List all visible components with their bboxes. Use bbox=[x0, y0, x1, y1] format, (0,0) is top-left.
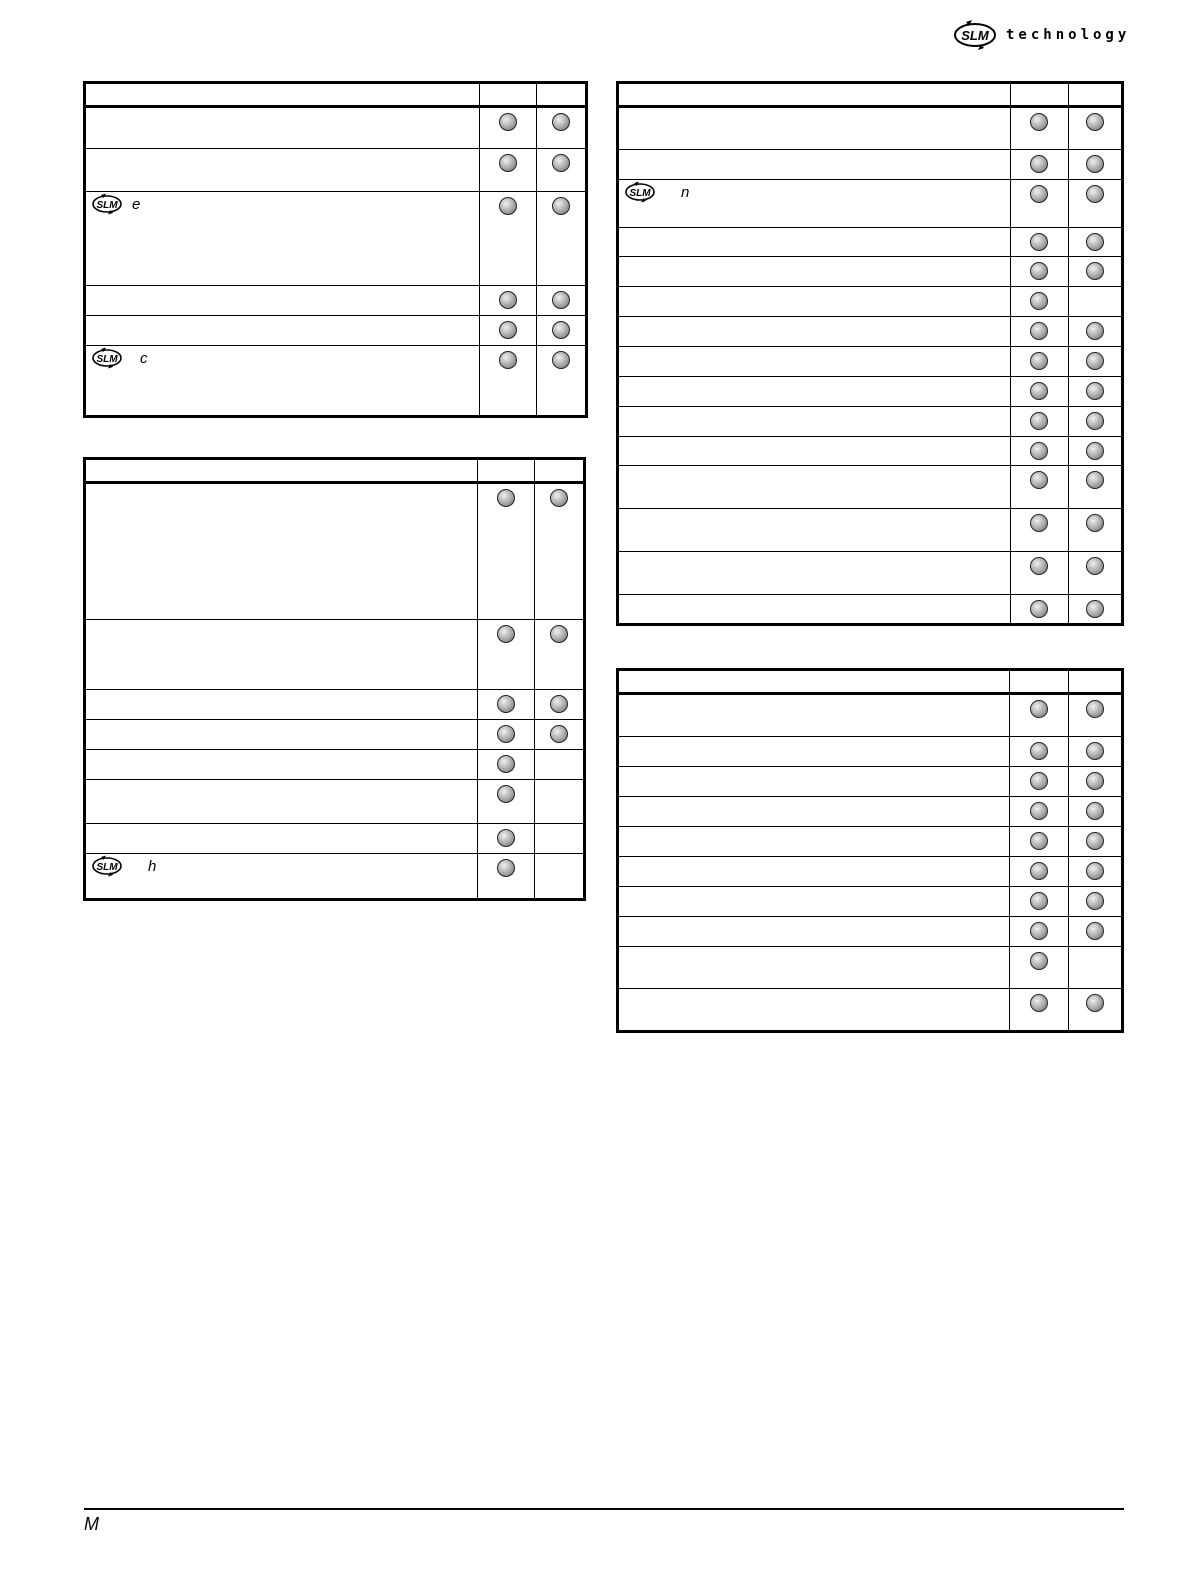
column-1-cell bbox=[1010, 797, 1068, 827]
filled-dot-icon bbox=[1086, 471, 1104, 489]
column-2-cell bbox=[1068, 917, 1122, 947]
slm-logo-icon bbox=[623, 180, 657, 204]
header-cell bbox=[618, 670, 1010, 694]
row-description-cell bbox=[618, 107, 1011, 150]
filled-dot-icon bbox=[1030, 382, 1048, 400]
filled-dot-icon bbox=[1086, 772, 1104, 790]
filled-dot-icon bbox=[1030, 832, 1048, 850]
column-2-cell bbox=[536, 316, 586, 346]
header-cell bbox=[1010, 670, 1068, 694]
header-cell bbox=[85, 459, 478, 483]
table-row bbox=[85, 107, 587, 149]
slm-logo-icon bbox=[90, 192, 124, 216]
table-row bbox=[85, 149, 587, 192]
filled-dot-icon bbox=[1030, 514, 1048, 532]
column-1-cell bbox=[478, 620, 534, 690]
column-2-cell bbox=[534, 854, 584, 900]
header-cell bbox=[478, 459, 534, 483]
filled-dot-icon bbox=[1086, 862, 1104, 880]
row-description-cell bbox=[618, 287, 1011, 317]
filled-dot-icon bbox=[550, 695, 568, 713]
column-1-cell bbox=[480, 192, 536, 286]
svg-text:SLM: SLM bbox=[96, 354, 118, 365]
table-row bbox=[618, 797, 1123, 827]
filled-dot-icon bbox=[1030, 322, 1048, 340]
filled-dot-icon bbox=[552, 321, 570, 339]
feature-table-2 bbox=[83, 457, 586, 901]
column-1-cell bbox=[1011, 377, 1068, 407]
filled-dot-icon bbox=[1086, 892, 1104, 910]
filled-dot-icon bbox=[1030, 471, 1048, 489]
row-description-cell bbox=[618, 317, 1011, 347]
column-1-cell bbox=[478, 854, 534, 900]
filled-dot-icon bbox=[1086, 322, 1104, 340]
column-2-cell bbox=[1068, 347, 1122, 377]
column-1-cell bbox=[1011, 437, 1068, 466]
column-2-cell bbox=[536, 107, 586, 149]
filled-dot-icon bbox=[1086, 155, 1104, 173]
row-description-cell bbox=[85, 690, 478, 720]
table-row bbox=[618, 407, 1123, 437]
header-cell bbox=[1068, 670, 1122, 694]
table-header-row bbox=[618, 670, 1123, 694]
column-2-cell bbox=[534, 824, 584, 854]
table-row bbox=[85, 824, 585, 854]
filled-dot-icon bbox=[1086, 994, 1104, 1012]
table-row bbox=[618, 466, 1123, 509]
column-1-cell bbox=[1010, 737, 1068, 767]
column-2-cell bbox=[1068, 437, 1122, 466]
column-1-cell bbox=[1010, 767, 1068, 797]
filled-dot-icon bbox=[1030, 292, 1048, 310]
column-2-cell bbox=[534, 750, 584, 780]
filled-dot-icon bbox=[1030, 994, 1048, 1012]
row-description-cell bbox=[618, 180, 1011, 228]
row-letter: h bbox=[148, 858, 157, 875]
column-1-cell bbox=[1010, 694, 1068, 737]
filled-dot-icon bbox=[499, 351, 517, 369]
filled-dot-icon bbox=[552, 291, 570, 309]
column-2-cell bbox=[1068, 827, 1122, 857]
svg-text:SLM: SLM bbox=[96, 862, 118, 873]
filled-dot-icon bbox=[1030, 922, 1048, 940]
table-row bbox=[618, 509, 1123, 552]
logo-mark-text: SLM bbox=[961, 28, 989, 43]
column-2-cell bbox=[534, 720, 584, 750]
filled-dot-icon bbox=[497, 725, 515, 743]
filled-dot-icon bbox=[497, 695, 515, 713]
row-description-cell bbox=[85, 149, 480, 192]
table-row bbox=[618, 317, 1123, 347]
column-1-cell bbox=[478, 824, 534, 854]
table-row bbox=[618, 917, 1123, 947]
header-cell bbox=[534, 459, 584, 483]
filled-dot-icon bbox=[1086, 700, 1104, 718]
column-1-cell bbox=[1011, 466, 1068, 509]
logo-text: technology bbox=[1006, 27, 1131, 43]
filled-dot-icon bbox=[550, 489, 568, 507]
header-cell bbox=[480, 83, 536, 107]
filled-dot-icon bbox=[1030, 557, 1048, 575]
header-cell bbox=[1068, 83, 1122, 107]
filled-dot-icon bbox=[499, 154, 517, 172]
table-row bbox=[618, 107, 1123, 150]
filled-dot-icon bbox=[1086, 802, 1104, 820]
svg-text:SLM: SLM bbox=[629, 188, 651, 199]
row-description-cell bbox=[618, 150, 1011, 180]
column-2-cell bbox=[1068, 377, 1122, 407]
column-1-cell bbox=[1011, 509, 1068, 552]
column-2-cell bbox=[1068, 287, 1122, 317]
filled-dot-icon bbox=[1086, 382, 1104, 400]
column-2-cell bbox=[1068, 595, 1122, 625]
table-row bbox=[618, 180, 1123, 228]
filled-dot-icon bbox=[1030, 442, 1048, 460]
filled-dot-icon bbox=[1086, 742, 1104, 760]
column-1-cell bbox=[1011, 287, 1068, 317]
row-description-cell bbox=[618, 407, 1011, 437]
filled-dot-icon bbox=[1030, 892, 1048, 910]
table-row bbox=[618, 947, 1123, 989]
header-cell bbox=[618, 83, 1011, 107]
table-row bbox=[85, 690, 585, 720]
column-1-cell bbox=[480, 149, 536, 192]
filled-dot-icon bbox=[1086, 233, 1104, 251]
row-description-cell bbox=[618, 947, 1010, 989]
table-row bbox=[85, 192, 587, 286]
row-description-cell bbox=[618, 228, 1011, 257]
filled-dot-icon bbox=[1086, 922, 1104, 940]
column-1-cell bbox=[1011, 257, 1068, 287]
column-1-cell bbox=[1010, 917, 1068, 947]
filled-dot-icon bbox=[1030, 262, 1048, 280]
table-row bbox=[85, 286, 587, 316]
row-description-cell bbox=[618, 827, 1010, 857]
column-2-cell bbox=[1068, 150, 1122, 180]
column-2-cell bbox=[1068, 857, 1122, 887]
row-description-cell bbox=[85, 780, 478, 824]
filled-dot-icon bbox=[1086, 557, 1104, 575]
column-1-cell bbox=[1011, 407, 1068, 437]
filled-dot-icon bbox=[1086, 442, 1104, 460]
filled-dot-icon bbox=[499, 197, 517, 215]
column-1-cell bbox=[1011, 228, 1068, 257]
table-row bbox=[618, 347, 1123, 377]
filled-dot-icon bbox=[1086, 412, 1104, 430]
column-1-cell bbox=[478, 780, 534, 824]
filled-dot-icon bbox=[1030, 600, 1048, 618]
table-row bbox=[618, 737, 1123, 767]
row-description-cell bbox=[85, 286, 480, 316]
table-header-row bbox=[618, 83, 1123, 107]
slm-technology-logo bbox=[952, 18, 1130, 52]
filled-dot-icon bbox=[1030, 802, 1048, 820]
table-row bbox=[85, 720, 585, 750]
column-2-cell bbox=[1068, 317, 1122, 347]
feature-table-4 bbox=[616, 668, 1124, 1033]
column-2-cell bbox=[1068, 887, 1122, 917]
column-1-cell bbox=[1010, 857, 1068, 887]
row-description-cell bbox=[618, 887, 1010, 917]
filled-dot-icon bbox=[1030, 952, 1048, 970]
column-1-cell bbox=[1011, 180, 1068, 228]
row-description-cell bbox=[618, 437, 1011, 466]
column-1-cell bbox=[478, 720, 534, 750]
column-2-cell bbox=[1068, 989, 1122, 1032]
filled-dot-icon bbox=[497, 755, 515, 773]
column-1-cell bbox=[1011, 552, 1068, 595]
column-2-cell bbox=[1068, 797, 1122, 827]
row-description-cell bbox=[85, 854, 478, 900]
column-2-cell bbox=[1068, 509, 1122, 552]
table-row bbox=[618, 827, 1123, 857]
table-row bbox=[618, 989, 1123, 1032]
column-2-cell bbox=[1068, 257, 1122, 287]
column-2-cell bbox=[534, 483, 584, 620]
header-cell bbox=[1011, 83, 1068, 107]
header-cell bbox=[85, 83, 480, 107]
column-1-cell bbox=[1011, 317, 1068, 347]
row-letter: e bbox=[132, 196, 141, 213]
table-row bbox=[618, 228, 1123, 257]
row-description-cell bbox=[618, 466, 1011, 509]
table-header-row bbox=[85, 83, 587, 107]
filled-dot-icon bbox=[1030, 155, 1048, 173]
feature-table-3 bbox=[616, 81, 1124, 626]
row-description-cell bbox=[85, 720, 478, 750]
row-description-cell bbox=[618, 767, 1010, 797]
column-2-cell bbox=[1068, 947, 1122, 989]
row-description-cell bbox=[85, 316, 480, 346]
column-2-cell bbox=[1068, 180, 1122, 228]
table-row bbox=[618, 595, 1123, 625]
row-description-cell bbox=[85, 620, 478, 690]
column-1-cell bbox=[478, 690, 534, 720]
row-description-cell bbox=[618, 595, 1011, 625]
filled-dot-icon bbox=[1030, 185, 1048, 203]
filled-dot-icon bbox=[497, 859, 515, 877]
row-description-cell bbox=[618, 509, 1011, 552]
filled-dot-icon bbox=[552, 351, 570, 369]
row-description-cell bbox=[618, 377, 1011, 407]
filled-dot-icon bbox=[1086, 113, 1104, 131]
table-row bbox=[618, 257, 1123, 287]
filled-dot-icon bbox=[499, 291, 517, 309]
header-cell bbox=[536, 83, 586, 107]
filled-dot-icon bbox=[550, 725, 568, 743]
row-description-cell bbox=[85, 107, 480, 149]
footer-letter: M bbox=[84, 1514, 99, 1534]
slm-logo-icon bbox=[952, 18, 998, 52]
filled-dot-icon bbox=[1030, 412, 1048, 430]
filled-dot-icon bbox=[1086, 185, 1104, 203]
column-1-cell bbox=[1010, 887, 1068, 917]
table-row bbox=[85, 346, 587, 417]
filled-dot-icon bbox=[552, 197, 570, 215]
column-1-cell bbox=[1010, 947, 1068, 989]
table-row bbox=[618, 437, 1123, 466]
table-row bbox=[618, 694, 1123, 737]
filled-dot-icon bbox=[550, 625, 568, 643]
column-2-cell bbox=[1068, 228, 1122, 257]
filled-dot-icon bbox=[497, 625, 515, 643]
row-description-cell bbox=[85, 483, 478, 620]
column-1-cell bbox=[1011, 347, 1068, 377]
table-row bbox=[85, 854, 585, 900]
row-description-cell bbox=[85, 750, 478, 780]
column-1-cell bbox=[478, 750, 534, 780]
column-2-cell bbox=[536, 346, 586, 417]
column-2-cell bbox=[1068, 694, 1122, 737]
feature-table-1 bbox=[83, 81, 588, 418]
column-1-cell bbox=[1011, 107, 1068, 150]
row-description-cell bbox=[618, 797, 1010, 827]
row-description-cell bbox=[618, 347, 1011, 377]
table-row bbox=[85, 483, 585, 620]
filled-dot-icon bbox=[1030, 700, 1048, 718]
filled-dot-icon bbox=[1086, 514, 1104, 532]
row-description-cell bbox=[618, 989, 1010, 1032]
column-1-cell bbox=[480, 286, 536, 316]
column-1-cell bbox=[480, 346, 536, 417]
column-1-cell bbox=[1011, 595, 1068, 625]
filled-dot-icon bbox=[497, 829, 515, 847]
column-2-cell bbox=[536, 149, 586, 192]
column-2-cell bbox=[534, 780, 584, 824]
footer-rule bbox=[84, 1508, 1124, 1510]
column-2-cell bbox=[1068, 466, 1122, 509]
column-2-cell bbox=[1068, 407, 1122, 437]
filled-dot-icon bbox=[1030, 352, 1048, 370]
column-1-cell bbox=[1011, 150, 1068, 180]
row-description-cell bbox=[618, 552, 1011, 595]
filled-dot-icon bbox=[499, 113, 517, 131]
column-1-cell bbox=[480, 107, 536, 149]
table-row bbox=[618, 767, 1123, 797]
table-row bbox=[618, 887, 1123, 917]
row-description-cell bbox=[85, 192, 480, 286]
table-row bbox=[618, 377, 1123, 407]
column-1-cell bbox=[1010, 827, 1068, 857]
filled-dot-icon bbox=[497, 785, 515, 803]
column-2-cell bbox=[1068, 737, 1122, 767]
filled-dot-icon bbox=[1030, 113, 1048, 131]
row-letter: n bbox=[681, 184, 690, 201]
table-row bbox=[618, 552, 1123, 595]
table-row bbox=[618, 150, 1123, 180]
column-2-cell bbox=[536, 286, 586, 316]
svg-text:SLM: SLM bbox=[96, 200, 118, 211]
row-description-cell bbox=[618, 737, 1010, 767]
filled-dot-icon bbox=[1030, 233, 1048, 251]
table-row bbox=[618, 857, 1123, 887]
filled-dot-icon bbox=[1030, 742, 1048, 760]
slm-logo-icon bbox=[90, 854, 124, 878]
column-1-cell bbox=[478, 483, 534, 620]
table-row bbox=[85, 620, 585, 690]
filled-dot-icon bbox=[1030, 862, 1048, 880]
row-description-cell bbox=[618, 857, 1010, 887]
row-description-cell bbox=[85, 346, 480, 417]
filled-dot-icon bbox=[552, 154, 570, 172]
column-2-cell bbox=[1068, 107, 1122, 150]
table-row bbox=[85, 316, 587, 346]
filled-dot-icon bbox=[499, 321, 517, 339]
column-2-cell bbox=[1068, 767, 1122, 797]
column-1-cell bbox=[480, 316, 536, 346]
filled-dot-icon bbox=[1030, 772, 1048, 790]
filled-dot-icon bbox=[1086, 600, 1104, 618]
filled-dot-icon bbox=[552, 113, 570, 131]
column-1-cell bbox=[1010, 989, 1068, 1032]
filled-dot-icon bbox=[1086, 262, 1104, 280]
column-2-cell bbox=[1068, 552, 1122, 595]
column-2-cell bbox=[536, 192, 586, 286]
filled-dot-icon bbox=[1086, 352, 1104, 370]
row-description-cell bbox=[618, 694, 1010, 737]
filled-dot-icon bbox=[497, 489, 515, 507]
row-letter: c bbox=[140, 350, 148, 367]
column-2-cell bbox=[534, 690, 584, 720]
row-description-cell bbox=[85, 824, 478, 854]
slm-logo-icon bbox=[90, 346, 124, 370]
table-row bbox=[618, 287, 1123, 317]
table-row bbox=[85, 750, 585, 780]
table-row bbox=[85, 780, 585, 824]
row-description-cell bbox=[618, 917, 1010, 947]
table-header-row bbox=[85, 459, 585, 483]
row-description-cell bbox=[618, 257, 1011, 287]
column-2-cell bbox=[534, 620, 584, 690]
filled-dot-icon bbox=[1086, 832, 1104, 850]
